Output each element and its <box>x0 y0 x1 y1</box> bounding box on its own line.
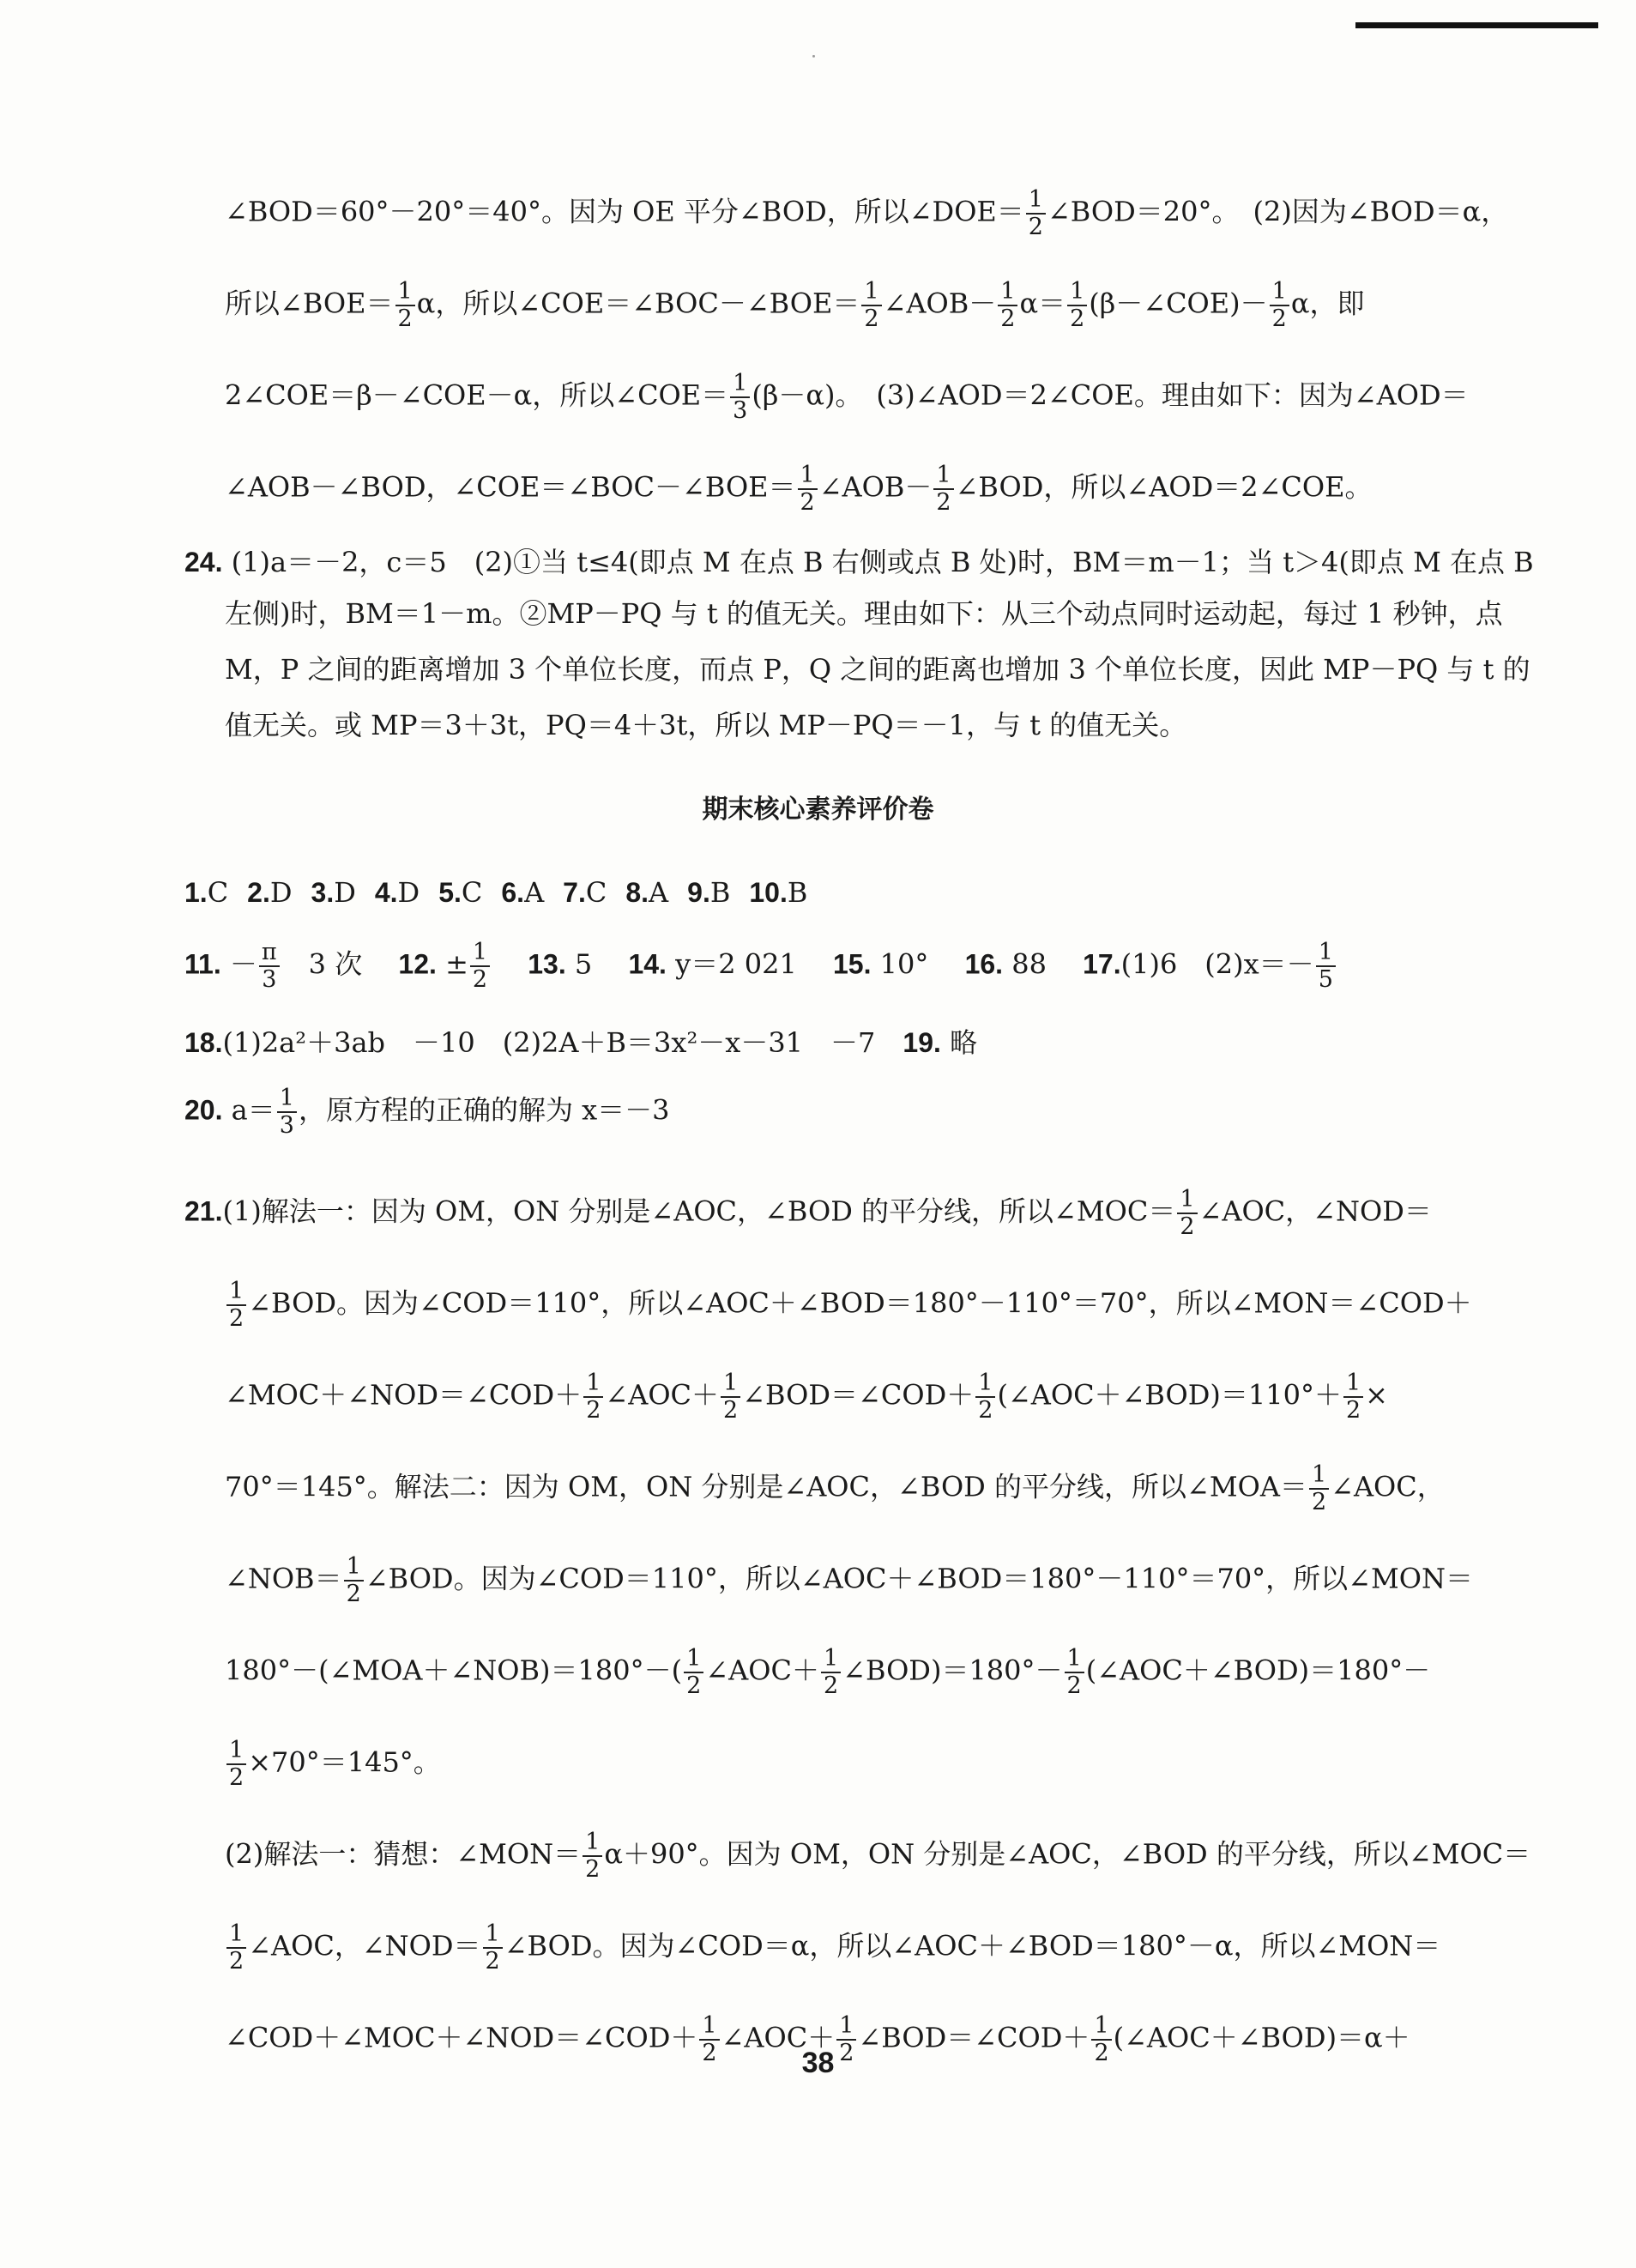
scan-dot <box>812 55 815 57</box>
answer-20: 20. a＝ $\frac{1}{3}$ ，原方程的正确的解为 x＝－3 <box>184 1085 670 1139</box>
text-line: 70°＝145°。解法二：因为 OM，ON 分别是∠AOC，∠BOD 的平分线，所以∠MOA＝ $\frac{1}{2}$ ∠AOC， <box>225 1461 1445 1515</box>
fraction: $\frac{1}{2}$ <box>1026 187 1046 240</box>
text-line: 值无关。或 MP＝3＋3t，PQ＝4＋3t，所以 MP－PQ＝－1，与 t 的值无关。 <box>225 709 1187 741</box>
mc-answers <box>184 868 1482 916</box>
text-line: ∠AOB－∠BOD，∠COE＝∠BOC－∠BOE＝ $\frac{1}{2}$ ∠AOB－ $\frac{1}{2}$ ∠BOD，所以∠AOD＝2∠COE。 <box>225 462 1373 516</box>
text-line: 180°－(∠MOA＋∠NOB)＝180°－( $\frac{1}{2}$ ∠AOC＋ $\frac{1}{2}$ ∠BOD)＝180°－ $\frac{1}{2}$ (∠AOC＋∠BOD)＝180°－ <box>225 1645 1431 1699</box>
mc-answer: 2.D <box>247 876 293 909</box>
mc-answer: 9.B <box>687 876 731 909</box>
text-line: M，P 之间的距离增加 3 个单位长度，而点 P，Q 之间的距离也增加 3 个单位长度，因此 MP－PQ 与 t 的 <box>225 653 1530 686</box>
text-line: 所以∠BOE＝ $\frac{1}{2}$ α，所以∠COE＝∠BOC－∠BOE＝ $\frac{1}{2}$ ∠AOB－ $\frac{1}{2}$ α＝ $\frac{1}{2}$ (β－∠COE)－ $\frac{1}{2}$ α，即 <box>225 278 1365 332</box>
text-line: 左侧)时，BM＝1－m。②MP－PQ 与 t 的值无关。理由如下：从三个动点同时运动起，每过 1 秒钟，点 <box>225 597 1503 630</box>
mc-answer: 5.C <box>438 876 483 909</box>
text-line: $\frac{1}{2}$ ∠BOD。因为∠COD＝110°，所以∠AOC＋∠BOD＝180°－110°＝70°，所以∠MON＝∠COD＋ <box>225 1279 1482 1332</box>
mc-answer: 1.C <box>184 876 229 909</box>
answers-11-17: 11. － $\frac{\pi}{3}$ 3 次 12. ± $\frac{1}{2}$ 13. 5 14. y＝2 021 15. 10° 16. 88 17.(1)6 (2)x＝－ $\frac{1}{5}$ <box>184 940 1482 993</box>
mc-answer: 8.A <box>625 876 669 909</box>
text-line: ∠NOB＝ $\frac{1}{2}$ ∠BOD。因为∠COD＝110°，所以∠AOC＋∠BOD＝180°－110°＝70°，所以∠MON＝ <box>225 1553 1473 1607</box>
mc-answer: 7.C <box>563 876 607 909</box>
section-title: 期末核心素养评价卷 <box>702 795 934 825</box>
text-line: $\frac{1}{2}$ ∠AOC，∠NOD＝ $\frac{1}{2}$ ∠BOD。因为∠COD＝α，所以∠AOC＋∠BOD＝180°－α，所以∠MON＝ <box>225 1921 1482 1975</box>
text-line <box>225 186 1509 240</box>
text-line: $\frac{1}{2}$ ×70°＝145°。 <box>225 1738 1482 1791</box>
mc-answer: 3.D <box>311 876 356 909</box>
mc-answer: 6.A <box>501 876 545 909</box>
text-line: ∠COD＋∠MOC＋∠NOD＝∠COD＋ $\frac{1}{2}$ ∠AOC＋ $\frac{1}{2}$ ∠BOD＝∠COD＋ $\frac{1}{2}$ (∠AOC＋∠BOD)＝α＋ <box>225 2012 1410 2066</box>
answers-18-19: 18.(1)2a²＋3ab －10 (2)2A＋B＝3x²－x－31 －7 19. 略 <box>184 1026 978 1059</box>
problem-24: 24. (1)a＝－2，c＝5 (2)①当 t≤4(即点 M 在点 B 右侧或点 B 处)时，BM＝m－1；当 t＞4(即点 M 在点 B <box>184 546 1534 578</box>
page-number: 38 <box>801 2047 835 2079</box>
problem-21: 21.(1)解法一：因为 OM，ON 分别是∠AOC，∠BOD 的平分线，所以∠MOC＝ $\frac{1}{2}$ ∠AOC，∠NOD＝ <box>184 1186 1432 1240</box>
mc-answer: 4.D <box>374 876 420 909</box>
text: ∠BOD＝20°。 (2)因为∠BOD＝α， <box>1047 195 1509 228</box>
text: ∠BOD＝60°－20°＝40°。因为 OE 平分∠BOD，所以∠DOE＝ <box>225 195 1024 228</box>
text-line: (2)解法一：猜想：∠MON＝ $\frac{1}{2}$ α＋90°。因为 OM，ON 分别是∠AOC，∠BOD 的平分线，所以∠MOC＝ <box>225 1829 1531 1883</box>
text-line: 2∠COE＝β－∠COE－α，所以∠COE＝ $\frac{1}{3}$ (β－α)。 (3)∠AOD＝2∠COE。理由如下：因为∠AOD＝ <box>225 370 1469 424</box>
text-line: ∠MOC＋∠NOD＝∠COD＋ $\frac{1}{2}$ ∠AOC＋ $\frac{1}{2}$ ∠BOD＝∠COD＋ $\frac{1}{2}$ (∠AOC＋∠BOD)＝110°＋ $\frac{1}{2}$ × <box>225 1370 1388 1424</box>
mc-answer: 10.B <box>749 876 808 909</box>
header-rule <box>1355 22 1598 28</box>
